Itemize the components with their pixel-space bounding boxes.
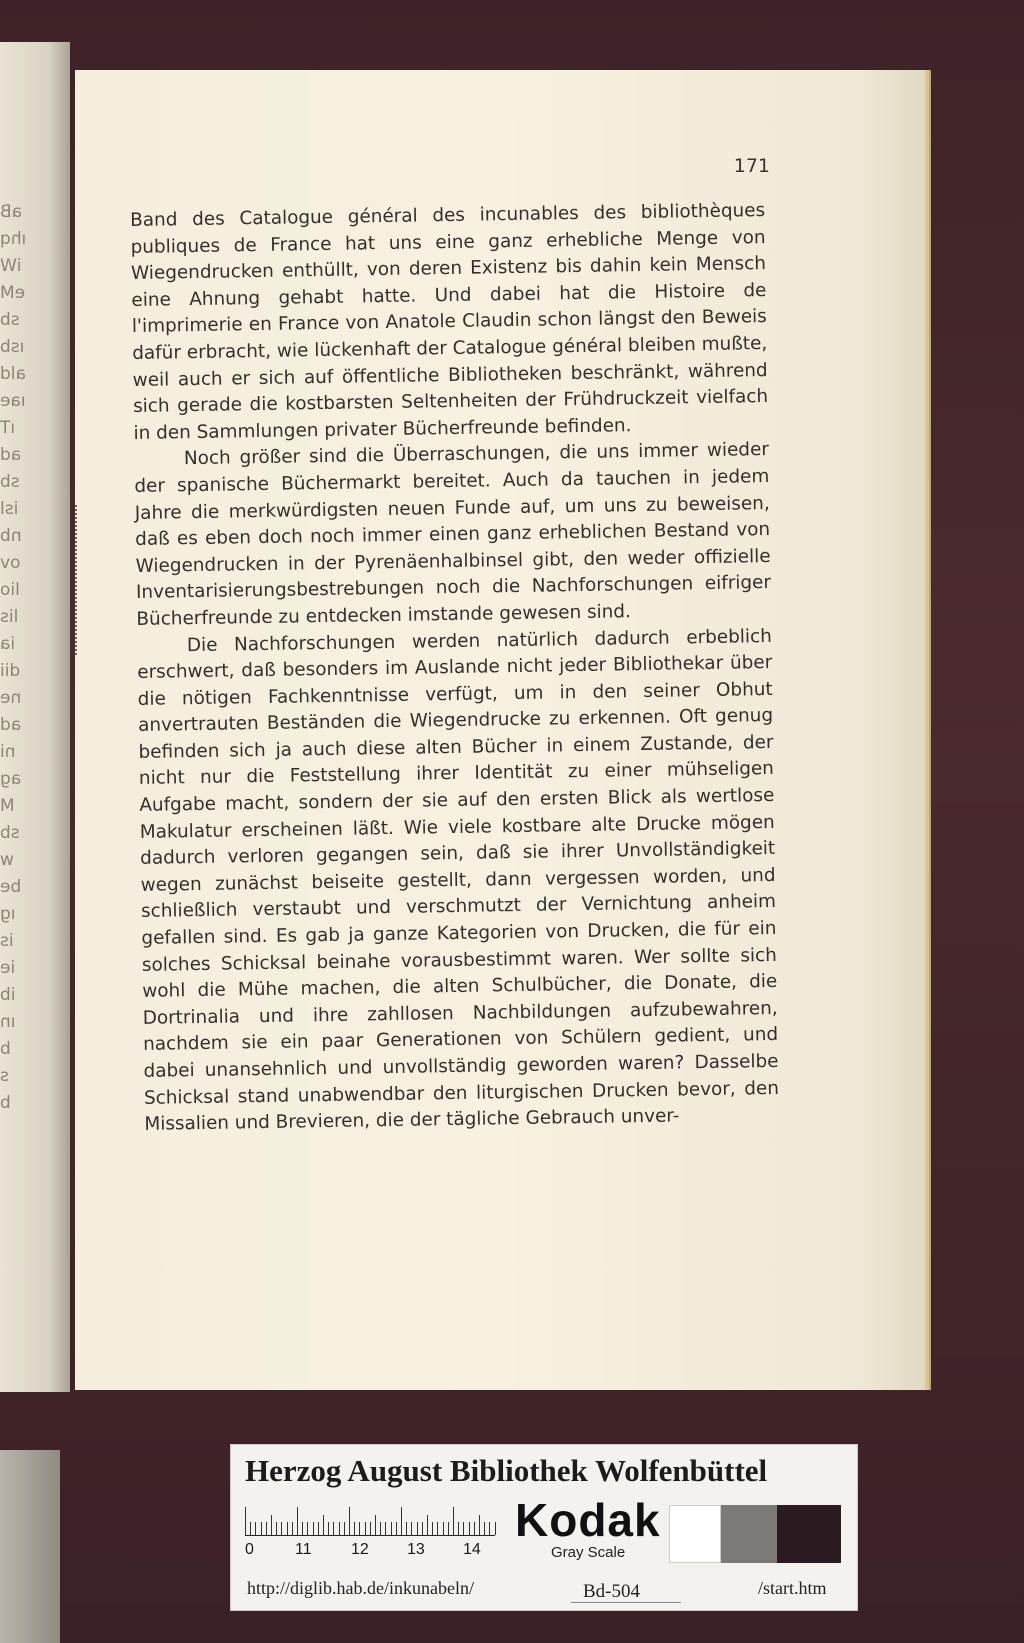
ruler-tick [437,1522,438,1535]
ruler-tick [307,1522,308,1535]
ruler-tick [297,1507,298,1535]
ruler-tick [302,1522,303,1535]
ruler-label: 0 [245,1541,254,1558]
ruler-label: 12 [351,1541,369,1558]
archive-color-card [230,1444,858,1611]
facing-page-fragment: lio [0,580,20,600]
ruler-tick [484,1522,485,1535]
paragraph-3: Die Nachforschungen werden natürlich dadurch erbeblich erschwert, daß besonders im Auslande nicht jeder Bibliothekar über die nötigen Fachkenntnisse verfügt, um in den seiner Obhut anvertrauten Beständen die Wiegendrucke zu erkennen. Oft genug befinden sich ja auch diese alten Bücher in einem Zustande, der nicht nur die Feststellung ihrer Identität zu einer mühseligen Aufgabe macht, sondern der sie auf den ersten Blick als wertlose Makulatur erscheinen läßt. Wie viele kostbare alte Drucke mögen dadurch verloren gegangen sein, daß sie ihrer Unvollständigkeit wegen zunächst beiseite gestellt, dann vergessen worden, und schließlich verstaubt und verschmutzt der Vernichtung anheim gefallen sind. Es gab ja ganze Kategorien von Drucken, die für ein solches Schicksal beinahe vorausbestimmt waren. Wer sollte sich wohl die Mühe machen, die alten Schulbücher, die Donate, die Dortrinalia und ihre zahllosen Nachbildungen aufzubewahren, nachdem sie ein paar Generationen von Schülern gedient, und dabei unansehnlich und unvollständig geworden waren? Dasselbe Schicksal stand unabwendbar den liturgischen Drucken bevor, den Missalien und Brevieren, die der tägliche Gebrauch unver- [137,625,780,1136]
ruler-tick [323,1515,324,1535]
ruler-tick [344,1522,345,1535]
facing-page-fragment: s [0,1066,9,1086]
facing-page-fragment: lis [0,607,19,627]
ruler-label: 14 [463,1541,481,1558]
facing-page-fragment: ıae [0,391,26,411]
ruler-tick [333,1522,334,1535]
ruler-tick [427,1515,428,1535]
ruler-tick [261,1522,262,1535]
ruler-tick [245,1507,246,1535]
ruler-tick [380,1522,381,1535]
ruler-tick [271,1515,272,1535]
kodak-logo: Kodak [515,1494,661,1546]
ruler-tick [339,1522,340,1535]
facing-page-fragment: b [0,1039,11,1059]
ruler-label: 11 [295,1541,312,1558]
facing-page-fragment: aB [0,202,23,222]
facing-page-edge [0,42,70,1392]
facing-page-fragment: ni [0,742,16,762]
facing-page-fragment: w [0,850,14,870]
source-url: http://diglib.hab.de/inkunabeln/ [247,1578,474,1598]
ruler-tick [474,1522,475,1535]
ruler-tick [469,1522,470,1535]
ruler-tick [255,1522,256,1535]
ruler-tick [359,1522,360,1535]
ruler-tick [318,1522,319,1535]
ruler-tick [354,1522,355,1535]
ruler-tick [489,1522,490,1535]
facing-page-fragment: iW [0,256,22,276]
facing-page-fragment: ad [0,715,22,735]
ruler-labels [245,1541,505,1561]
facing-page-fragment: sb [0,823,20,843]
facing-page-fragment: ia [0,634,16,654]
paragraph-1: Band des Catalogue général des incunables des bibliothèques publiques de France hat uns eine ganz erhebliche Menge von Wiegendrucken enthüllt, von deren Existenz bis dahin kein Mensch eine Ahnung gehabt hatte. Und dabei hat die Histoire de l'imprimerie en France von Anatole Claudin schon längst den Beweis dafür erbracht, wie lückenhaft der Catalogue général bleiben mußte, weil auch er sich auf öffentliche Bibliotheken beschränkt, während sich gerade die kostbarsten Seltenheiten der Frühdruckzeit vielfach in den Sammlungen privater Bücherfreunde befinden. [130,200,769,444]
swatch-dark [777,1505,841,1563]
gray-scale-label: Gray Scale [551,1544,626,1561]
start-url: /start.htm [758,1578,827,1598]
swatch-gray [721,1505,777,1563]
facing-page-fragment: nb [0,526,22,546]
ruler-tick [385,1522,386,1535]
facing-page-fragment: ısb [0,337,25,357]
ruler-tick [375,1515,376,1535]
ruler-tick [432,1522,433,1535]
body-text [130,198,780,1139]
facing-page-fragment: ıhq [0,229,27,249]
ruler-tick [396,1522,397,1535]
margin-marks [75,505,81,655]
ruler-tick [417,1522,418,1535]
ruler-tick [463,1522,464,1535]
facing-page-fragment: ag [0,769,22,789]
ruler-tick [401,1507,402,1535]
shelfmark: Bd-504 [583,1581,640,1602]
facing-page-fragment: eM [0,283,26,303]
ruler-tick [276,1522,277,1535]
ruler-tick [458,1522,459,1535]
facing-page-fragment: ad [0,445,22,465]
ruler-tick [365,1522,366,1535]
ruler-tick [448,1522,449,1535]
ruler-tick [328,1522,329,1535]
facing-page-fragment: dii [0,661,21,681]
ruler-tick [411,1522,412,1535]
facing-page-fragment: ıg [0,904,16,924]
ruler-tick [479,1515,480,1535]
facing-page-fragment: sb [0,472,20,492]
facing-page-fragment: ald [0,364,26,384]
ruler-tick [281,1522,282,1535]
ruler-tick [287,1522,288,1535]
ruler-tick [313,1522,314,1535]
facing-page-fragment: ın [0,1012,16,1032]
facing-page-fragment: is [0,931,14,951]
shelfmark-underline [571,1602,681,1603]
ruler-label: 13 [407,1541,425,1558]
facing-page-fragment: ıT [0,418,16,438]
ruler-tick [406,1522,407,1535]
swatch-white [669,1505,721,1563]
facing-page-fragment: be [0,877,22,897]
ruler-tick [349,1507,350,1535]
ruler-tick [453,1507,454,1535]
page-number: 171 [733,155,770,177]
paragraph-2: Noch größer sind die Überraschungen, die uns immer wieder der spanische Büchermarkt bereitet. Auch da tauchen in jedem Jahre die merkwürdigsten neuen Funde auf, um uns zu beweisen, daß es eben doch noch immer einen ganz erheblichen Bestand von Wiegendrucken in der Pyrenäenhalbinsel gibt, den weder offizielle Inventarisierungsbestrebungen noch die Nachforschungen eifriger Bücherfreunde zu entdecken imstande gewesen sind. [134,439,772,630]
facing-page-bottom [0,1450,60,1643]
facing-page-fragment: ov [0,553,21,573]
facing-page-fragment: isl [0,499,19,519]
ruler-tick [250,1522,251,1535]
library-title: Herzog August Bibliothek Wolfenbüttel [245,1453,768,1488]
ruler-scale [245,1505,495,1536]
facing-page-fragment: ib [0,985,16,1005]
facing-page-fragment: sb [0,310,20,330]
ruler-tick [370,1522,371,1535]
ruler-tick [495,1522,496,1535]
ruler-tick [266,1522,267,1535]
ruler-tick [292,1522,293,1535]
facing-page-fragment: b [0,1093,11,1113]
facing-page-fragment: ie [0,958,16,978]
ruler-tick [391,1522,392,1535]
facing-page-fragment: M [0,796,15,816]
facing-page-fragment: ne [0,688,22,708]
ruler-tick [422,1522,423,1535]
ruler-tick [443,1522,444,1535]
